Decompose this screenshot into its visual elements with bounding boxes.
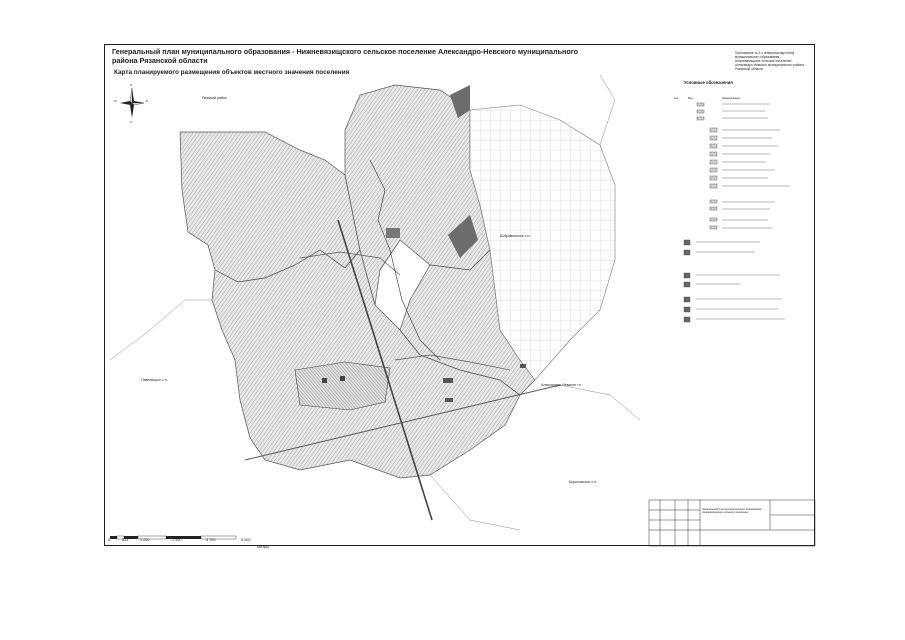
- compass-e-label: E: [146, 99, 148, 103]
- legend-header-code: Код: [674, 97, 679, 100]
- object-marker-1: [322, 378, 327, 383]
- object-marker-2: [340, 376, 345, 381]
- legend-header-name: Наименование: [722, 97, 740, 100]
- map-title: Карта планируемого размещения объектов местного значения поселения: [114, 69, 350, 76]
- ryazan-district-label: Ряжский район: [202, 96, 227, 100]
- object-marker-3: [443, 378, 453, 383]
- appendix-note: Приложение № 1 к генеральному плану муниципального образования - Нижневязищское сельское поселение Александро-Невского муниципального района Рязанской области: [735, 51, 804, 71]
- outer-boundary-north: [600, 75, 615, 145]
- scale-units: Метры: [257, 545, 269, 549]
- outer-boundary-east: [560, 385, 640, 420]
- object-marker-4: [445, 398, 453, 402]
- borisovskoe-label: Борисовское с.п.: [569, 480, 598, 484]
- scale-tick-3: 2 500: [172, 538, 182, 542]
- bobrovinskoe-label: Бобровинское с.п.: [500, 234, 531, 238]
- industrial-zone: [295, 362, 390, 410]
- scale-tick-0: 0: [108, 538, 111, 542]
- outer-boundary-south: [430, 475, 520, 530]
- compass-s-label: S: [130, 120, 132, 124]
- compass-w-label: W: [114, 99, 117, 103]
- stamp-box: [649, 500, 815, 546]
- scale-tick-4: 3 750: [206, 538, 216, 542]
- plan-title: Генеральный план муниципального образования - Нижневязищского сельское поселение Александро-Невского муниципального района Рязанской области: [112, 47, 579, 65]
- object-marker-5: [520, 364, 526, 368]
- outer-boundary-west: [110, 300, 212, 360]
- pavelets-label: Павелецкое с.п.: [141, 378, 168, 382]
- scale-tick-2: 1 250: [140, 538, 150, 542]
- legend-symbols: [684, 103, 717, 322]
- legend-title: Условные обозначения: [684, 80, 733, 85]
- scale-tick-5: 5 000: [241, 538, 251, 542]
- scale-tick-1: 625: [122, 538, 129, 542]
- aleksandro-nevsky-label: Александро-Невское г.п.: [541, 383, 582, 387]
- compass-n-label: N: [130, 83, 133, 87]
- legend-header-type: Вид: [688, 97, 693, 100]
- object-marker-6: [386, 228, 400, 238]
- stamp-text: Генеральный план муниципального образования - Нижневязищское сельское поселение: [702, 508, 763, 514]
